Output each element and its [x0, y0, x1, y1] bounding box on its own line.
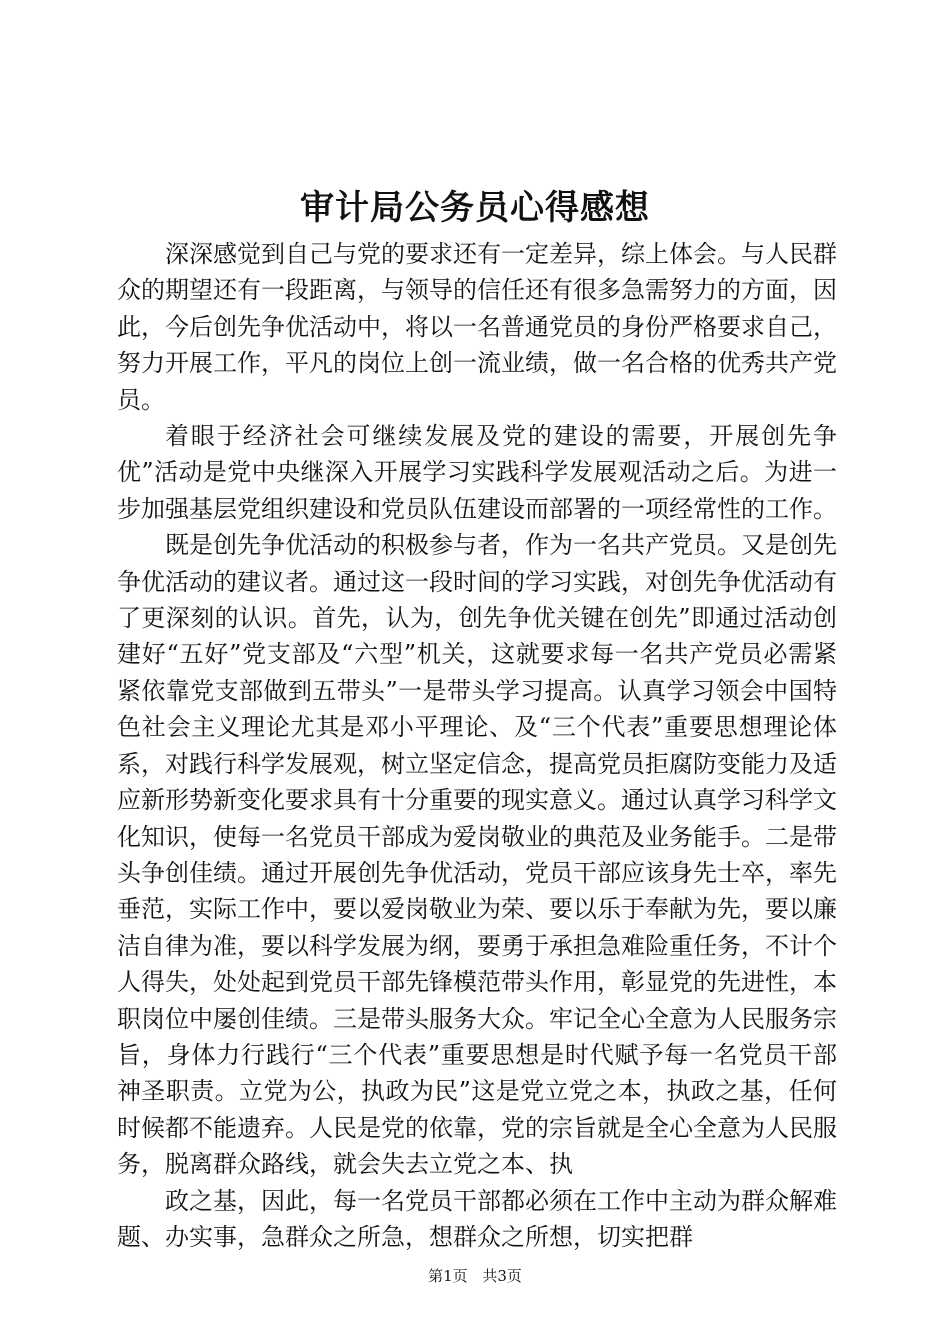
document-body — [117, 236, 837, 1255]
paragraph-4: 政之基，因此，每一名党员干部都必须在工作中主动为群众解难题、办实事，急群众之所急，想群众之所想，切实把群 — [117, 1186, 837, 1251]
paragraph-3: 既是创先争优活动的积极参与者，作为一名共产党员。又是创先争优活动的建议者。通过这一段时间的学习实践，对创先争优活动有了更深刻的认识。首先，认为，创先争优关键在创先”即通过活动创建好“五好”党支部及“六型”机关，这就要求每一名共产党员必需紧紧依靠党支部做到五带头”一是带头学习提高。认真学习领会中国特色社会主义理论尤其是邓小平理论、及“三个代表”重要思想理论体系，对践行科学发展观，树立坚定信念，提高党员拒腐防变能力及适应新形势新变化要求具有十分重要的现实意义。通过认真学习科学文化知识，使每一名党员干部成为爱岗敬业的典范及业务能手。二是带头争创佳绩。通过开展创先争优活动，党员干部应该身先士卒，率先垂范，实际工作中，要以爱岗敬业为荣、要以乐于奉献为先，要以廉洁自律为准，要以科学发展为纲，要勇于承担急难险重任务，不计个人得失，处处起到党员干部先锋模范带头作用，彰显党的先进性，本职岗位中屡创佳绩。三是带头服务大众。牢记全心全意为人民服务宗旨，身体力行践行“三个代表”重要思想是时代赋予每一名党员干部神圣职责。立党为公，执政为民”这是党立党之本，执政之基，任何时候都不能遗弃。人民是党的依靠，党的宗旨就是全心全意为人民服务，脱离群众路线，就会失去立党之本、执 — [117, 531, 837, 1179]
page-footer — [0, 1265, 950, 1287]
paragraph-1: 深深感觉到自己与党的要求还有一定差异，综上体会。与人民群众的期望还有一段距离，与领导的信任还有很多急需努力的方面，因此，今后创先争优活动中，将以一名普通党员的身份严格要求自己，努力开展工作，平凡的岗位上创一流业绩，做一名合格的优秀共产党员。 — [117, 240, 837, 414]
paragraph-2: 着眼于经济社会可继续发展及党的建设的需要，开展创先争优”活动是党中央继深入开展学习实践科学发展观活动之后。为进一步加强基层党组织建设和党员队伍建设而部署的一项经常性的工作。 — [117, 422, 837, 523]
page-number: 第1页 — [428, 1267, 468, 1285]
document-title: 审计局公务员心得感想 — [300, 188, 650, 228]
page-total: 共3页 — [482, 1267, 522, 1285]
